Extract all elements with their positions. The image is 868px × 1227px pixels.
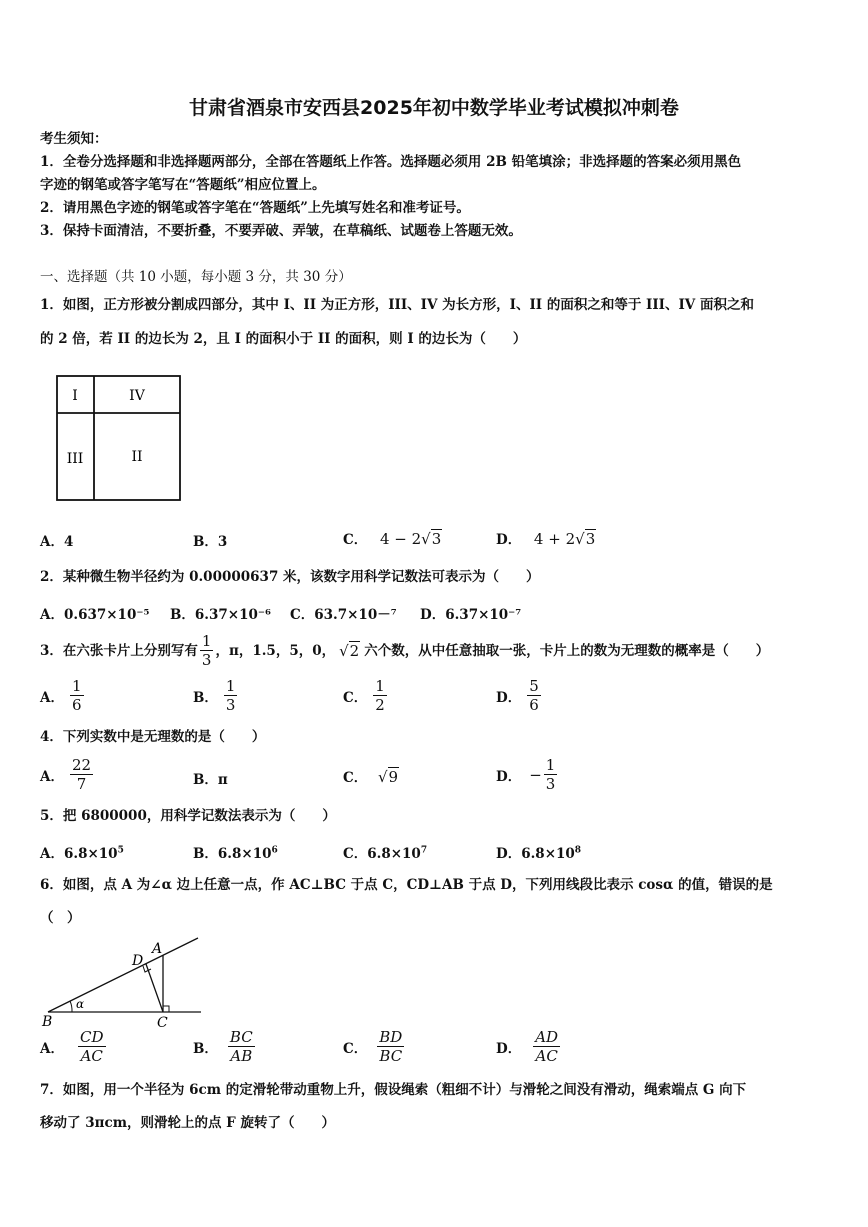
q3-option-b[interactable] (193, 677, 237, 714)
q5-option-d-base: D．6.8×10 (496, 846, 575, 862)
notice-line-1b: 字迹的钢笔或答字笔写在“答题纸”相应位置上。 (40, 177, 326, 193)
q5-option-a[interactable] (40, 842, 124, 862)
q1-option-c-radicand: 3 (431, 530, 442, 548)
q4-option-d-den: 3 (545, 775, 556, 793)
q6-option-c-num: BD (379, 1028, 403, 1046)
region-I-label: I (72, 388, 78, 404)
q2-option-b[interactable]: B．6.37×10⁻⁶ (170, 607, 271, 623)
q3-stem: 3．在六张卡片上分别写有 $\frac{1}{3}$ ，π，1.5，5，0， √2 六个数，从中任意抽取一张，卡片上的数为无理数的概率是（ ） (40, 632, 770, 669)
region-III-label: III (66, 451, 84, 467)
q5-stem: 5．把 6800000，用科学记数法表示为（ ） (40, 808, 336, 824)
notice-heading: 考生须知： (40, 131, 108, 147)
page-title: 甘肃省酒泉市安西县2025年初中数学毕业考试模拟冲刺卷 (189, 97, 679, 119)
q5-option-b-base: B．6.8×10 (193, 846, 272, 862)
q4-option-c-radicand: 9 (388, 768, 399, 786)
notice-line-1a: 1．全卷分选择题和非选择题两部分，全部在答题纸上作答。选择题必须用 2B 铅笔填涂；非选择题的答案必须用黑色 (40, 154, 742, 170)
q5-option-c-base: C．6.8×10 (343, 846, 421, 862)
q1-option-c-expr: 4 − 2 (379, 530, 422, 548)
q4-option-a-den: 7 (76, 775, 87, 793)
label-c: C (157, 1015, 168, 1031)
region-II-label: II (131, 449, 143, 465)
q4-option-a-num: 22 (71, 756, 92, 774)
q3-stem-part-a: 3．在六张卡片上分别写有 (40, 642, 198, 659)
q1-option-d-label: D． (496, 532, 522, 548)
q6-stem-line1: 6．如图，点 A 为∠α 边上任意一点，作 AC⊥BC 于点 C，CD⊥AB 于点 D，下列用线段比表示 cosα 的值，错误的是 (40, 877, 773, 893)
q1-option-c-label: C． (343, 532, 368, 548)
notice-line-3: 3．保持卡面清洁，不要折叠，不要弄破、弄皱，在草稿纸、试题卷上答题无效。 (40, 223, 522, 239)
q7-stem-line1: 7．如图，用一个半径为 6cm 的定滑轮带动重物上升，假设绳索（粗细不计）与滑轮之间没有滑动，绳索端点 G 向下 (40, 1082, 747, 1098)
q5-option-b[interactable] (193, 842, 278, 862)
q6-option-c-label: C． (343, 1040, 368, 1057)
q3-option-b-num: 1 (225, 677, 236, 695)
q4-option-b[interactable]: B．π (193, 772, 228, 788)
q4-option-c[interactable]: C． √9 (343, 768, 399, 786)
label-a: A (152, 941, 163, 957)
q5-option-b-exp: 6 (271, 845, 278, 856)
q3-option-a-num: 1 (71, 677, 82, 695)
q6-option-d-den: AC (535, 1047, 558, 1065)
region-IV-label: IV (129, 388, 145, 404)
q4-option-d-label: D． (496, 768, 522, 785)
q3-option-a-den: 6 (71, 696, 82, 714)
q5-option-c-exp: 7 (420, 845, 428, 856)
q2-stem: 2．某种微生物半径约为 0.00000637 米，该数字用科学记数法可表示为（ ） (40, 569, 540, 585)
q4-option-a-label: A． (40, 768, 64, 785)
q1-option-d-radicand: 3 (585, 530, 596, 548)
q7-stem-line2: 移动了 3πcm，则滑轮上的点 F 旋转了（ ） (40, 1115, 335, 1131)
label-b: B (42, 1014, 53, 1030)
q1-option-d[interactable]: D． 4 + 2√3 (496, 530, 596, 548)
q5-option-d[interactable] (496, 842, 581, 862)
q1-option-d-expr: 4 + 2 (533, 530, 576, 548)
q6-option-d-label: D． (496, 1040, 522, 1057)
q3-option-d-label: D． (496, 689, 522, 706)
q1-option-a[interactable]: A．4 (40, 534, 74, 550)
q3-option-c-label: C． (343, 689, 368, 706)
q3-stem-frac-num: 1 (201, 632, 212, 650)
q6-option-d[interactable] (496, 1028, 560, 1065)
q2-option-d[interactable]: D．6.37×10⁻⁷ (420, 607, 522, 623)
q2-option-a[interactable]: A．0.637×10⁻⁵ (40, 607, 150, 623)
q3-option-a[interactable] (40, 677, 84, 714)
q5-option-c[interactable] (343, 842, 427, 862)
q3-stem-frac-den: 3 (201, 651, 212, 669)
q3-option-d-num: 5 (529, 677, 539, 695)
q3-option-a-label: A． (40, 689, 64, 706)
q3-option-d-den: 6 (529, 696, 539, 714)
q2-option-c[interactable]: C．63.7×10－⁷ (290, 607, 397, 623)
section-heading: 一、选择题（共 10 小题，每小题 3 分，共 30 分） (40, 269, 352, 285)
label-alpha: α (76, 997, 85, 1011)
q6-option-a-den: AC (80, 1047, 103, 1065)
notice-line-2: 2．请用黑色字迹的钢笔或答字笔在“答题纸”上先填写姓名和准考证号。 (40, 200, 470, 216)
q4-option-d-num: 1 (545, 756, 556, 774)
angle-alpha-arc (70, 1001, 72, 1012)
q3-option-c[interactable] (343, 677, 387, 714)
q4-stem: 4．下列实数中是无理数的是（ ） (40, 729, 266, 745)
q6-option-c-den: BC (379, 1047, 403, 1065)
right-angle-mark-c (163, 1006, 169, 1012)
q3-stem-part-b: ，π，1.5，5，0， (215, 642, 336, 659)
q6-option-b[interactable] (193, 1028, 255, 1065)
q1-stem-line1: 1．如图，正方形被分割成四部分，其中 I、II 为正方形，III、IV 为长方形，I、II 的面积之和等于 III、IV 面积之和 (40, 297, 754, 313)
q3-option-c-den: 2 (375, 696, 385, 714)
q1-option-c[interactable]: C． 4 − 2√3 (343, 530, 442, 548)
q4-option-c-label: C． (343, 770, 368, 786)
segment-cd (146, 964, 163, 1012)
q4-option-d-sign: − (529, 765, 542, 784)
q3-stem-radicand: 2 (349, 641, 360, 660)
q6-option-b-label: B． (193, 1040, 218, 1057)
q5-option-a-base: A．6.8×10 (40, 846, 118, 862)
q5-option-a-exp: 5 (117, 845, 124, 856)
q3-option-c-num: 1 (375, 677, 385, 695)
q4-option-d[interactable] (496, 756, 557, 793)
q6-option-b-num: BC (229, 1028, 253, 1046)
q1-square-figure (50, 370, 190, 506)
q6-option-a-label: A． (40, 1040, 64, 1057)
q3-option-d[interactable] (496, 677, 541, 714)
q6-option-c[interactable] (343, 1028, 404, 1065)
q1-option-b[interactable]: B．3 (193, 534, 228, 550)
q6-triangle-figure (36, 935, 211, 1031)
q3-stem-part-c: 六个数，从中任意抽取一张，卡片上的数为无理数的概率是（ ） (364, 642, 770, 659)
q1-stem-line2: 的 2 倍，若 II 的边长为 2，且 I 的面积小于 II 的面积，则 I 的边长为（ ） (40, 331, 527, 347)
q6-option-d-num: AD (535, 1028, 559, 1046)
q6-option-b-den: AB (230, 1047, 253, 1065)
label-d: D (132, 953, 144, 969)
q3-option-b-label: B． (193, 689, 218, 706)
q6-option-a-num: CD (79, 1028, 104, 1046)
q5-option-d-exp: 8 (574, 845, 582, 856)
q3-option-b-den: 3 (225, 696, 236, 714)
q6-stem-line2: （ ） (40, 910, 81, 926)
q6-option-a[interactable] (40, 1028, 106, 1065)
q4-option-a[interactable] (40, 756, 93, 793)
